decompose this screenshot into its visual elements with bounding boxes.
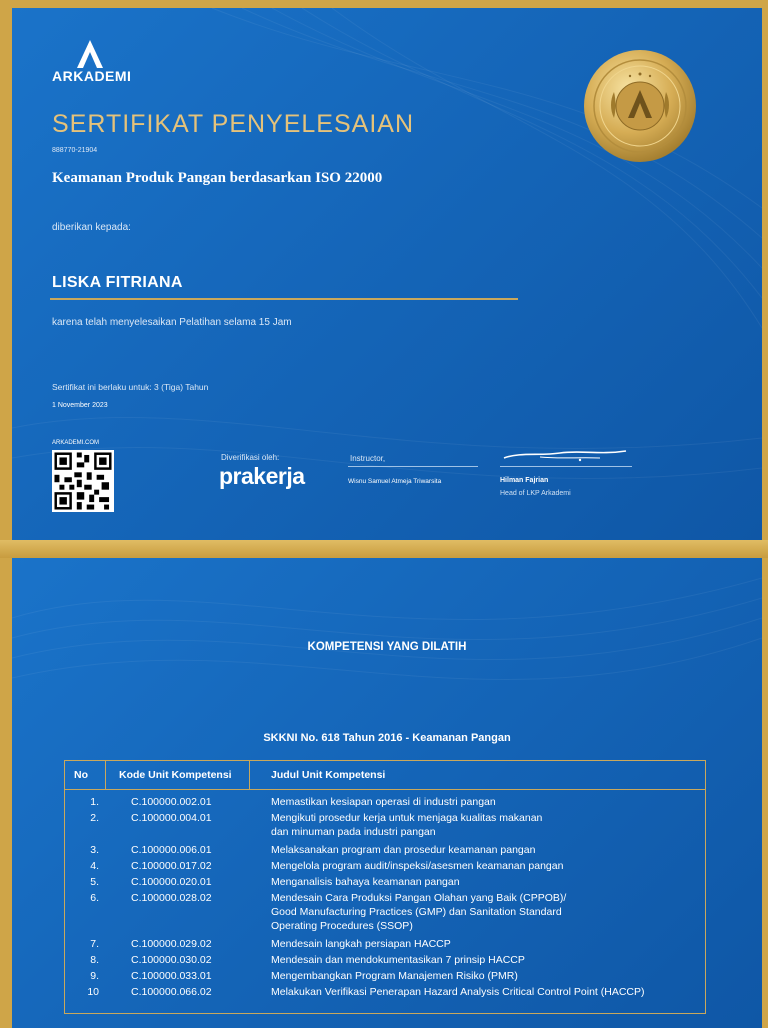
unit-code: C.100000.006.01	[131, 844, 212, 856]
unit-title: Mengelola program audit/inspeksi/asesmen keamanan pangan	[271, 860, 564, 872]
unit-code: C.100000.020.01	[131, 876, 212, 888]
header-divider	[249, 761, 250, 789]
unit-title: Menganalisis bahaya keamanan pangan	[271, 876, 460, 888]
arkademi-logo-icon	[77, 40, 103, 68]
row-number: 9.	[90, 970, 99, 982]
unit-code: C.100000.017.02	[131, 860, 212, 872]
unit-title: Melakukan Verifikasi Penerapan Hazard Analysis Critical Control Point (HACCP)	[271, 986, 645, 998]
given-to-label: diberikan kepada:	[52, 222, 131, 233]
instructor-name: Wisnu Samuel Atmeja Triwarsita	[348, 478, 442, 485]
unit-code: C.100000.028.02	[131, 892, 212, 904]
unit-code: C.100000.029.02	[131, 938, 212, 950]
row-number: 3.	[90, 844, 99, 856]
qr-code-icon[interactable]	[52, 450, 114, 512]
unit-title: Mendesain langkah persiapan HACCP	[271, 938, 451, 950]
certificate-back	[12, 558, 762, 1028]
head-signature-line	[500, 466, 632, 467]
instructor-signature-line	[348, 466, 478, 467]
row-number: 4.	[90, 860, 99, 872]
unit-title: Mengembangkan Program Manajemen Risiko (PMR)	[271, 970, 518, 982]
prakerja-logo: prakerja	[219, 463, 305, 489]
verified-by-label: Diverifikasi oleh:	[221, 453, 280, 462]
unit-code: C.100000.030.02	[131, 954, 212, 966]
validity-text: Sertifikat ini berlaku untuk: 3 (Tiga) Tahun	[52, 382, 209, 392]
column-header-title: Judul Unit Kompetensi	[271, 769, 386, 781]
competency-table	[64, 760, 706, 1014]
unit-title: Good Manufacturing Practices (GMP) dan Sanitation Standard	[271, 906, 562, 918]
instructor-label: Instructor,	[350, 454, 386, 463]
completion-reason: karena telah menyelesaikan Pelatihan selama 15 Jam	[52, 317, 292, 328]
issue-date: 1 November 2023	[52, 402, 108, 409]
unit-title: Mendesain Cara Produksi Pangan Olahan yang Baik (CPPOB)/	[271, 892, 567, 904]
unit-title: Melaksanakan program dan prosedur keamanan pangan	[271, 844, 536, 856]
column-header-no: No	[74, 769, 88, 781]
page-divider	[0, 540, 768, 558]
competency-title: KOMPETENSI YANG DILATIH	[307, 641, 467, 653]
row-number: 7.	[90, 938, 99, 950]
brand-name: ARKADEMI	[52, 68, 132, 84]
signature-icon	[500, 446, 630, 464]
row-number: 1.	[90, 796, 99, 808]
recipient-name: LISKA FITRIANA	[52, 274, 183, 291]
unit-code: C.100000.066.02	[131, 986, 212, 998]
qr-label: ARKADEMI.COM	[52, 440, 100, 446]
column-header-code: Kode Unit Kompetensi	[119, 769, 232, 781]
unit-title: dan minuman pada industri pangan	[271, 826, 436, 838]
standard-title: SKKNI No. 618 Tahun 2016 - Keamanan Pangan	[263, 732, 511, 744]
table-header	[65, 761, 705, 790]
unit-code: C.100000.002.01	[131, 796, 212, 808]
unit-code: C.100000.033.01	[131, 970, 212, 982]
row-number: 10	[87, 986, 99, 998]
unit-title: Memastikan kesiapan operasi di industri pangan	[271, 796, 496, 808]
certificate-title: SERTIFIKAT PENYELESAIAN	[52, 110, 415, 138]
unit-code: C.100000.004.01	[131, 812, 212, 824]
unit-title: Mengikuti prosedur kerja untuk menjaga kualitas makanan	[271, 812, 543, 824]
row-number: 5.	[90, 876, 99, 888]
head-name: Hilman Fajrian	[500, 477, 549, 484]
unit-title: Mendesain dan mendokumentasikan 7 prinsip HACCP	[271, 954, 525, 966]
unit-title: Operating Procedures (SSOP)	[271, 920, 413, 932]
certificate-number: 888770-21904	[52, 147, 98, 154]
gold-seal-icon	[582, 48, 698, 164]
course-name: Keamanan Produk Pangan berdasarkan ISO 22000	[52, 170, 383, 186]
recipient-underline	[50, 298, 518, 300]
head-role: Head of LKP Arkademi	[500, 490, 571, 497]
row-number: 2.	[90, 812, 99, 824]
row-number: 8.	[90, 954, 99, 966]
row-number: 6.	[90, 892, 99, 904]
certificate-front	[12, 8, 762, 540]
header-divider	[105, 761, 106, 789]
